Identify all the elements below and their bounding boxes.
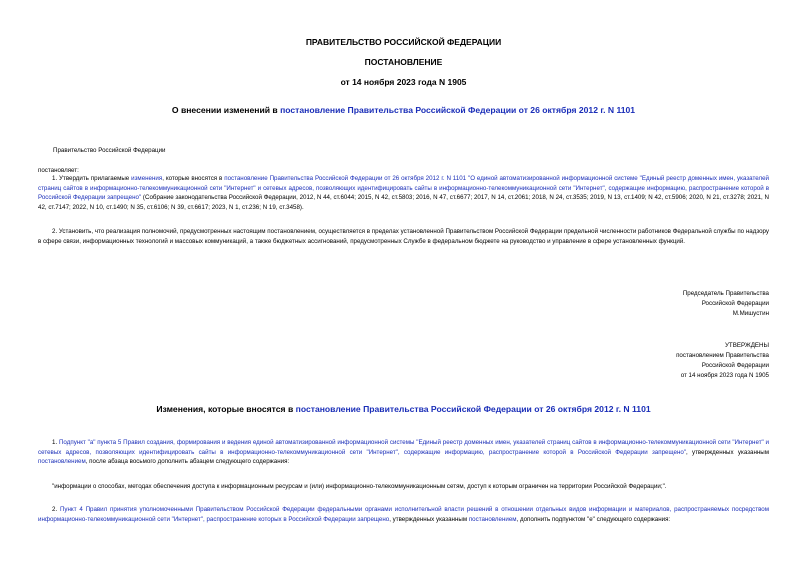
document-title (0, 105, 807, 115)
quote-text: "информации о способах, методах обеспечения доступа к информационным ресурсам и (или) информационно-телекоммуникационным сетям, доступ к которым ограничен на территории Российской Федерации;". (52, 483, 667, 490)
government-heading: ПРАВИТЕЛЬСТВО РОССИЙСКОЙ ФЕДЕРАЦИИ (305, 37, 502, 47)
changes-title-link[interactable]: постановление Правительства Российской Федерации от 26 октября 2012 г. N 1101 (295, 404, 651, 414)
c1-text-a: 1. (52, 439, 59, 446)
paragraph-2 (38, 227, 769, 246)
signature-country: Российской Федерации (701, 300, 769, 307)
document-type: ПОСТАНОВЛЕНИЕ (364, 57, 443, 67)
p1-text-a: 1. Утвердить прилагаемые (52, 175, 132, 182)
signature-name: М.Мишустин (732, 310, 769, 317)
approval-block (676, 341, 769, 381)
p1-text-c: , которые вносятся в (162, 175, 225, 182)
p2-text: 2. Установить, что реализация полномочий, предусмотренных настоящим постановлением, осуществляется в пределах установленной Правительством Российской Федерации предельной численности работников Федеральной службы по надзору в сфере связи, информационных технологий и массовых коммуникаций, а также бюджетных ассигнований, предусмотренных Службе в федеральном бюджете на руководство и управление в сфере установленных функций. (38, 228, 769, 245)
signature-position: Председатель Правительства (682, 290, 769, 297)
c2-text-a: 2. (52, 506, 60, 513)
approval-label: УТВЕРЖДЕНЫ (725, 342, 769, 349)
decree-link-2[interactable]: постановлением (38, 458, 86, 466)
c1-text-e: , после абзаца восьмого дополнить абзацем следующего содержания: (85, 458, 290, 466)
quote-paragraph (38, 482, 769, 492)
document-date: от 14 ноября 2023 года N 1905 (340, 77, 467, 87)
change-item-1 (38, 438, 769, 467)
title-link[interactable]: постановление Правительства Российской Федерации от 26 октября 2012 г. N 1101 (280, 105, 636, 115)
c2-text-e: , дополнить подпунктом "е" следующего содержания: (516, 515, 671, 523)
p1-text-e: (Собрание законодательства Российской Федерации, 2012, N 44, ст.6044; 2015, N 42, ст.5803; 2016, N 47, ст.6677; 2017, N 14, ст.2061; 2018, N 24, ст.3535; 2019, N 13, ст.1409; N 42, ст.5906; 2020, N 21, ст.3278; 2021, N 42, ст.7147; 2022, N 10, ст.1490; N 35, ст.6106; N 39, ст.6617; 2023, N 1, ст.236; N 19, ст.3458). (38, 194, 769, 211)
decree-line: постановляет: (38, 167, 79, 174)
rules-link-2[interactable]: Пункт 4 Правил принятия уполномоченными Правительством Российской Федерации федеральными органами исполнительной власти решений в отношении отдельных видов информации и материалов, распространяемых посредством информационно-телекоммуникационной сети "Интернет", распространение которых в Российской Федерации запрещено (38, 506, 769, 523)
decree-link[interactable]: постановление Правительства Российской Федерации от 26 октября 2012 г. N 1101 "О единой автоматизированной информационной системе "Единый реестр доменных имен, указателей страниц сайтов в информационно-телекоммуникационной сети "Интернет" и сетевых адресов, позволяющих идентифицировать сайты в информационно-телекоммуникационной сети "Интернет", содержащие информацию, распространение которой в Российской Федерации запрещено" (38, 175, 769, 202)
government-line: Правительство Российской Федерации (53, 147, 166, 154)
approval-decree: постановлением Правительства (676, 352, 769, 359)
approval-date: от 14 ноября 2023 года N 1905 (680, 372, 769, 379)
title-prefix: О внесении изменений в (171, 105, 281, 115)
paragraph-1 (38, 174, 769, 212)
rules-link-1[interactable]: Подпункт "а" пункта 5 Правил создания, формирования и ведения единой автоматизированной информационной системы "Единый реестр доменных имен, указателей страниц сайтов в информационно-телекоммуникационной сети "Интернет" и сетевых адресов, позволяющих идентифицировать сайты в информационно-телекоммуникационной сети "Интернет", содержащие информацию, распространение которой в Российской Федерации запрещено" (38, 439, 769, 456)
approval-country: Российской Федерации (701, 362, 769, 369)
changes-title (0, 404, 807, 414)
c1-text-c: , утвержденных указанным (686, 448, 770, 456)
changes-link[interactable]: изменения (131, 175, 163, 182)
signature-block (683, 289, 769, 319)
c2-text-c: , утвержденных указанным (389, 515, 469, 523)
decree-link-3[interactable]: постановлением (468, 515, 517, 523)
changes-title-prefix: Изменения, которые вносятся в (156, 404, 296, 414)
change-item-2 (38, 505, 769, 524)
